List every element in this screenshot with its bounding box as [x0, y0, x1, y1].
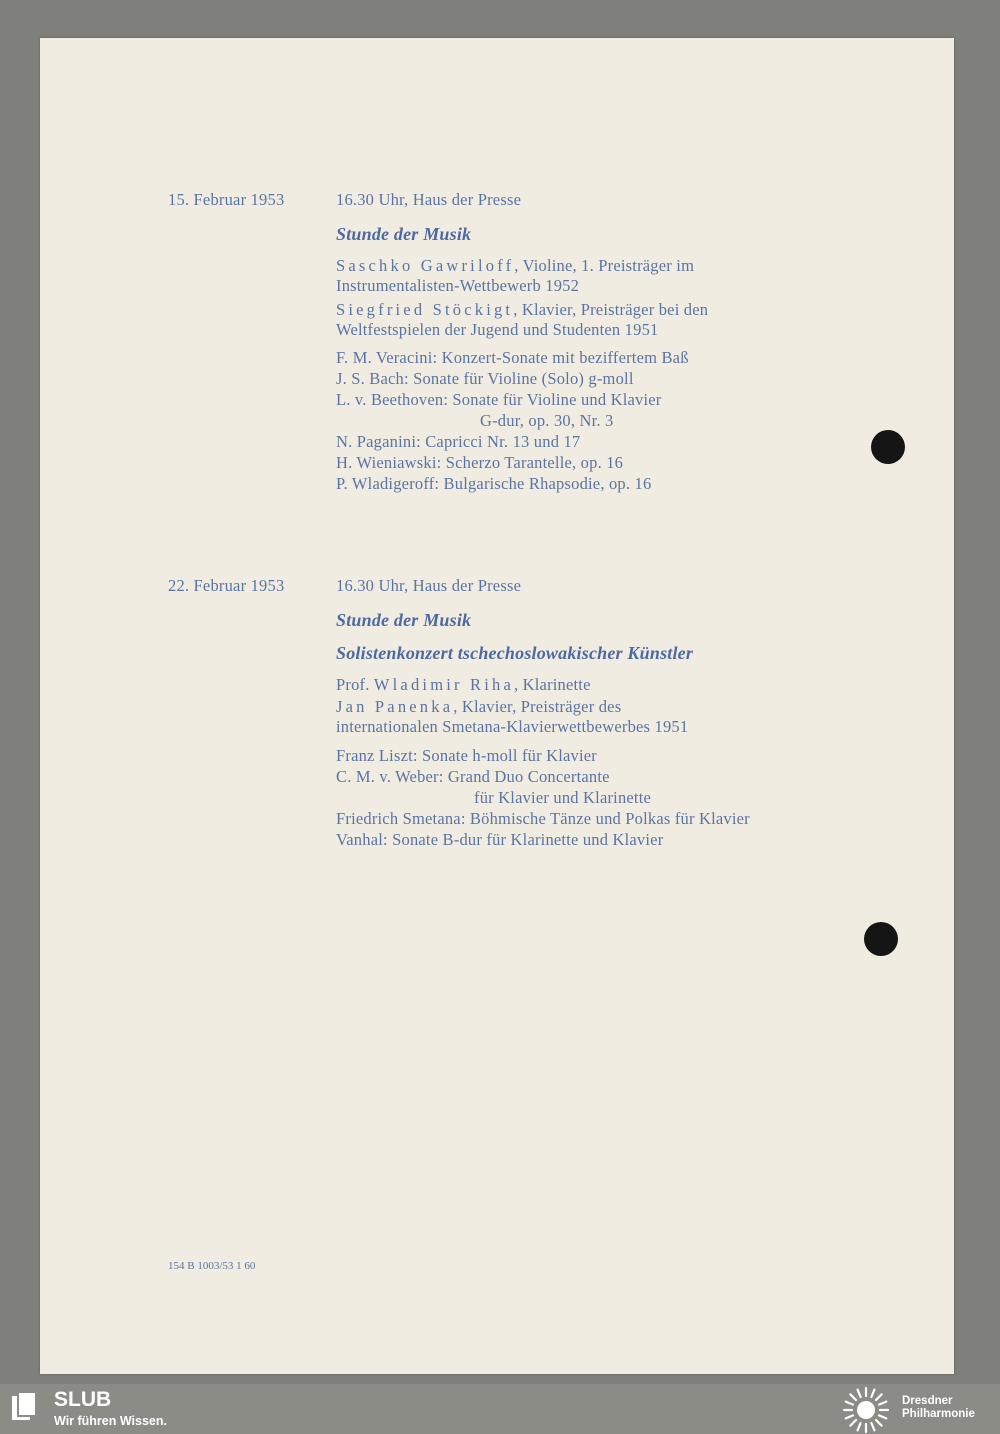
concert-2-work: C. M. v. Weber: Grand Duo Concertante: [336, 767, 610, 786]
performer-name: Saschko Gawriloff: [336, 256, 515, 275]
concert-2-time-place: 16.30 Uhr, Haus der Presse: [336, 576, 522, 595]
concert-2-title: Stunde der Musik: [336, 610, 472, 630]
concert-1-work: N. Paganini: Capricci Nr. 13 und 17: [336, 432, 581, 451]
concert-1-work-continuation: G-dur, op. 30, Nr. 3: [480, 411, 614, 430]
concert-1-work: J. S. Bach: Sonate für Violine (Solo) g-moll: [336, 369, 634, 388]
library-name[interactable]: SLUB: [54, 1388, 112, 1411]
concert-2-work: Friedrich Smetana: Böhmische Tänze und Polkas für Klavier: [336, 809, 750, 828]
print-code: 154 B 1003/53 1 60: [168, 1260, 256, 1272]
partner-name-line-2: Philharmonie: [902, 1408, 975, 1420]
slub-logo-icon[interactable]: [12, 1392, 42, 1422]
concert-2-subtitle: Solistenkonzert tschechoslowakischer Künstler: [336, 643, 694, 663]
partner-name[interactable]: [902, 1395, 975, 1421]
partner-name-line-1: Dresdner: [902, 1395, 953, 1407]
concert-2-work-continuation: für Klavier und Klarinette: [474, 788, 652, 807]
philharmonie-logo-icon[interactable]: [842, 1386, 890, 1434]
punch-hole: [864, 922, 898, 956]
performer-role: , Klarinette: [514, 675, 591, 694]
concert-1-title: Stunde der Musik: [336, 224, 472, 244]
performer-prefix: Prof.: [336, 675, 374, 694]
document-page: [40, 38, 954, 1374]
concert-1-work: P. Wladigeroff: Bulgarische Rhapsodie, op. 16: [336, 474, 652, 493]
performer-role: , Klavier, Preisträger des: [453, 697, 622, 716]
concert-1-time-place: 16.30 Uhr, Haus der Presse: [336, 190, 522, 209]
concert-2-performer-1: [336, 675, 591, 695]
concert-1-work: L. v. Beethoven: Sonate für Violine und Klavier: [336, 390, 662, 409]
concert-2-performer-2: [336, 697, 621, 717]
concert-1-performer-1: [336, 256, 694, 276]
concert-2-work: Vanhal: Sonate B-dur für Klarinette und Klavier: [336, 830, 664, 849]
performer-name: Siegfried Stöckigt: [336, 300, 514, 319]
concert-1-work: F. M. Veracini: Konzert-Sonate mit beziffertem Baß: [336, 348, 689, 367]
library-tagline: Wir führen Wissen.: [54, 1414, 167, 1428]
punch-hole: [871, 430, 905, 464]
performer-name: Wladimir Riha: [373, 675, 514, 694]
performer-role: , Violine, 1. Preisträger im: [514, 256, 695, 275]
concert-1-performer-1-line-2: Instrumentalisten-Wettbewerb 1952: [336, 276, 580, 295]
concert-1-work: H. Wieniawski: Scherzo Tarantelle, op. 16: [336, 453, 624, 472]
concert-1-date: 15. Februar 1953: [168, 190, 285, 209]
performer-name: Jan Panenka: [336, 697, 454, 716]
concert-2-date: 22. Februar 1953: [168, 576, 285, 595]
performer-role: , Klavier, Preisträger bei den: [513, 300, 709, 319]
concert-2-work: Franz Liszt: Sonate h-moll für Klavier: [336, 746, 597, 765]
concert-1-performer-2: [336, 300, 708, 320]
concert-1-performer-2-line-2: Weltfestspielen der Jugend und Studenten 1951: [336, 320, 659, 339]
concert-2-performer-2-line-2: internationalen Smetana-Klavierwettbewerbes 1951: [336, 717, 689, 736]
